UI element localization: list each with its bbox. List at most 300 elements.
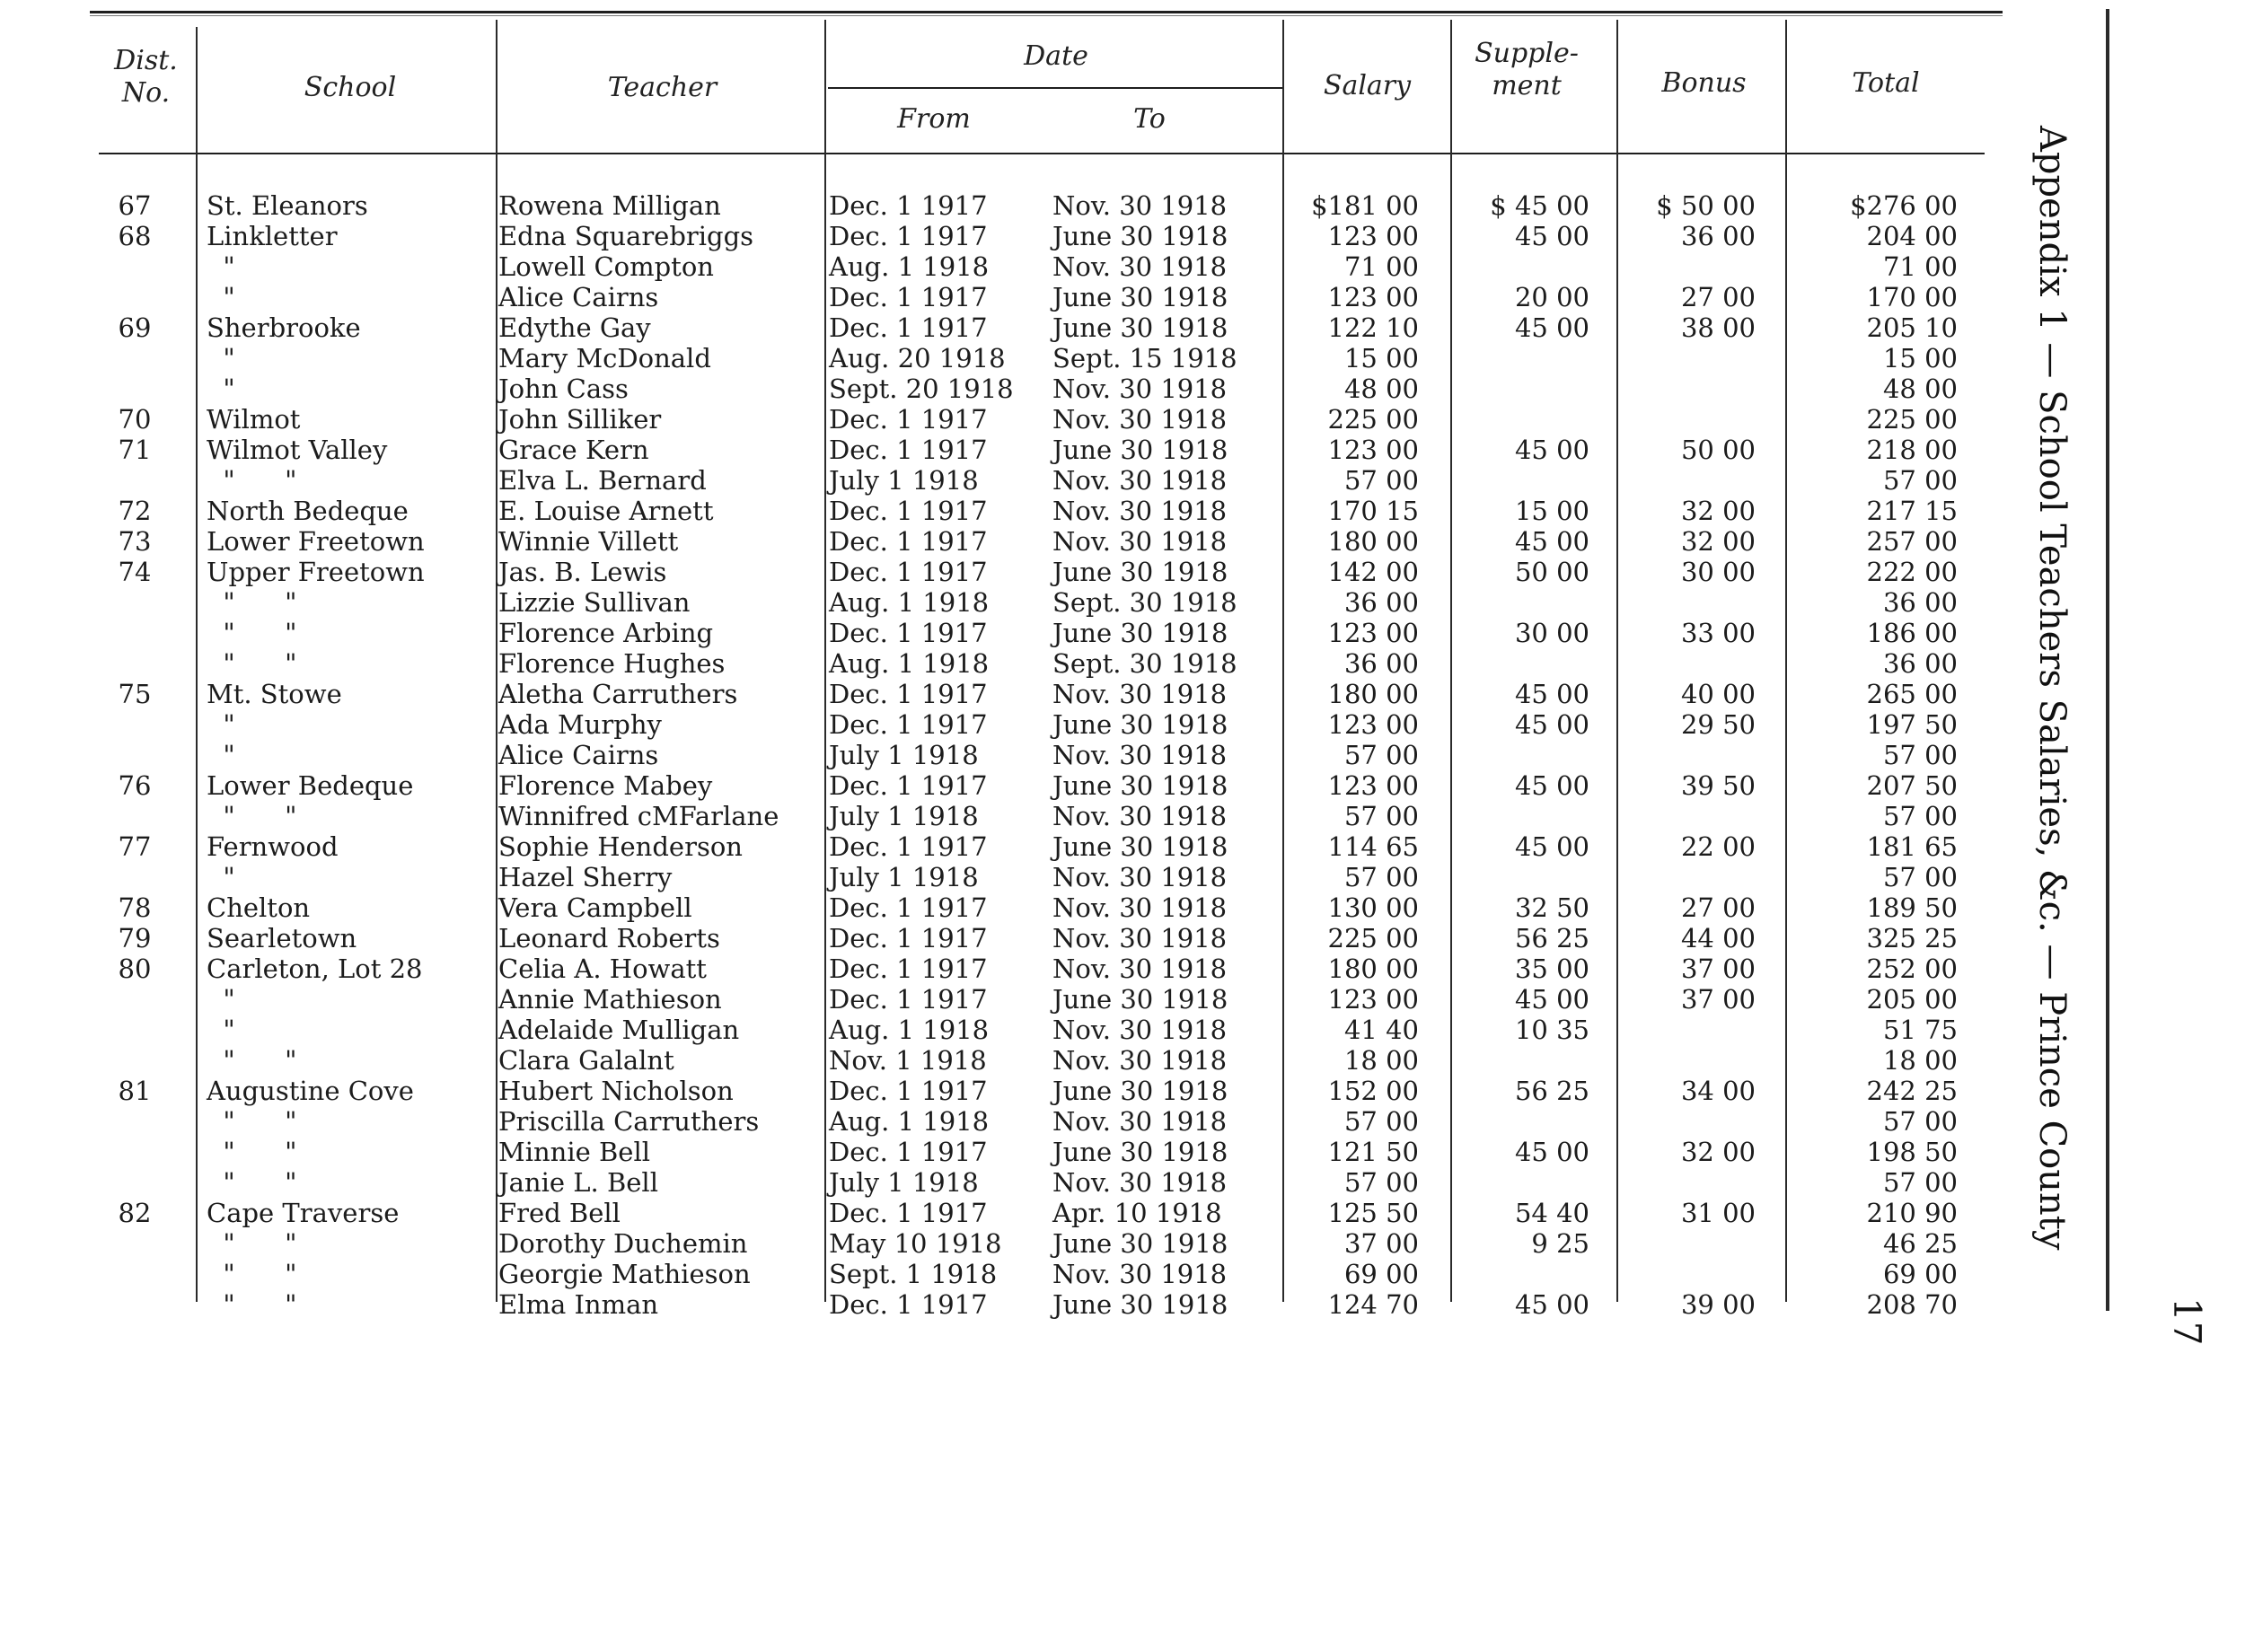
school-cell: Chelton	[207, 892, 311, 923]
supplement-cell: 32 50	[1514, 892, 1589, 923]
date-to-cell: Nov. 30 1918	[1052, 1015, 1228, 1045]
table-row	[0, 801, 2155, 831]
date-to-cell: Sept. 15 1918	[1052, 343, 1237, 373]
bonus-cell: 44 00	[1680, 923, 1756, 953]
date-to-cell: Nov. 30 1918	[1052, 1167, 1228, 1198]
table-row	[0, 740, 2155, 770]
school-cell: " "	[207, 1137, 297, 1167]
salary-cell: 142 00	[1327, 557, 1419, 587]
date-to-cell: June 30 1918	[1052, 1076, 1228, 1106]
table-row	[0, 526, 2155, 557]
salary-cell: 124 70	[1327, 1289, 1419, 1320]
date-to-cell: Nov. 30 1918	[1052, 923, 1228, 953]
dist-no-cell	[90, 618, 180, 648]
bonus-cell: 37 00	[1680, 953, 1756, 984]
bonus-cell: 32 00	[1680, 526, 1756, 557]
supplement-cell: 20 00	[1514, 282, 1589, 312]
salary-cell: 36 00	[1343, 648, 1419, 679]
salary-cell: 57 00	[1343, 801, 1419, 831]
bonus-cell: 29 50	[1680, 709, 1756, 740]
date-to-cell: Nov. 30 1918	[1052, 251, 1228, 282]
table-row	[0, 465, 2155, 496]
page-number: 17	[2165, 1297, 2209, 1346]
salary-cell: 225 00	[1327, 923, 1419, 953]
date-to-cell: Nov. 30 1918	[1052, 526, 1228, 557]
date-to-cell: June 30 1918	[1052, 984, 1228, 1015]
total-cell: 205 00	[1866, 984, 1958, 1015]
date-from-cell: Dec. 1 1917	[829, 984, 988, 1015]
school-cell: " "	[207, 1259, 297, 1289]
dist-no-cell: 74	[118, 557, 152, 587]
supplement-cell	[1455, 373, 1589, 404]
date-from-cell: Nov. 1 1918	[829, 1045, 987, 1076]
dist-no-cell: 72	[118, 496, 152, 526]
teacher-cell: Leonard Roberts	[498, 923, 720, 953]
bonus-cell: 38 00	[1680, 312, 1756, 343]
date-to-cell: June 30 1918	[1052, 312, 1228, 343]
school-cell: Upper Freetown	[207, 557, 425, 587]
bonus-cell	[1616, 801, 1756, 831]
date-subheader-rule	[828, 87, 1284, 89]
date-from-cell: Dec. 1 1917	[829, 404, 988, 435]
date-from-cell: July 1 1918	[829, 1167, 979, 1198]
school-cell: "	[207, 862, 235, 892]
salary-cell: 170 15	[1327, 496, 1419, 526]
table-row	[0, 1167, 2155, 1198]
total-cell: 197 50	[1866, 709, 1958, 740]
teacher-cell: Winnifred cMFarlane	[498, 801, 779, 831]
total-cell: 57 00	[1882, 1106, 1958, 1137]
dist-no-cell: 78	[118, 892, 152, 923]
bonus-cell	[1616, 1045, 1756, 1076]
date-to-cell: Nov. 30 1918	[1052, 740, 1228, 770]
table-row	[0, 343, 2155, 373]
total-cell: 69 00	[1882, 1259, 1958, 1289]
dist-no-cell	[90, 709, 180, 740]
date-to-cell: June 30 1918	[1052, 770, 1228, 801]
bonus-cell: 50 00	[1680, 435, 1756, 465]
dist-no-cell: 67	[118, 190, 152, 221]
salary-cell: 37 00	[1343, 1228, 1419, 1259]
table-row	[0, 1015, 2155, 1045]
header-school: School	[304, 72, 397, 103]
date-from-cell: Dec. 1 1917	[829, 709, 988, 740]
bonus-cell: 22 00	[1680, 831, 1756, 862]
total-cell: 208 70	[1866, 1289, 1958, 1320]
total-cell: $276 00	[1850, 190, 1958, 221]
teacher-cell: Fred Bell	[498, 1198, 621, 1228]
supplement-cell: 45 00	[1514, 709, 1589, 740]
total-cell: 18 00	[1882, 1045, 1958, 1076]
supplement-cell: 9 25	[1531, 1228, 1589, 1259]
table-row	[0, 435, 2155, 465]
salary-cell: 123 00	[1327, 435, 1419, 465]
salary-cell: 180 00	[1327, 526, 1419, 557]
total-cell: 71 00	[1882, 251, 1958, 282]
date-to-cell: Nov. 30 1918	[1052, 373, 1228, 404]
total-cell: 186 00	[1866, 618, 1958, 648]
teacher-cell: Dorothy Duchemin	[498, 1228, 748, 1259]
bonus-cell	[1616, 343, 1756, 373]
header-supplement: Supple- ment	[1475, 38, 1579, 101]
total-cell: 46 25	[1882, 1228, 1958, 1259]
school-cell: " "	[207, 648, 297, 679]
dist-no-cell: 73	[118, 526, 152, 557]
date-from-cell: Dec. 1 1917	[829, 526, 988, 557]
date-to-cell: June 30 1918	[1052, 557, 1228, 587]
supplement-cell: 45 00	[1514, 221, 1589, 251]
teacher-cell: Florence Mabey	[498, 770, 713, 801]
header-bonus: Bonus	[1661, 67, 1747, 99]
teacher-cell: Hazel Sherry	[498, 862, 673, 892]
school-cell: " "	[207, 618, 297, 648]
date-from-cell: Dec. 1 1917	[829, 282, 988, 312]
school-cell: " "	[207, 801, 297, 831]
date-from-cell: Sept. 1 1918	[829, 1259, 998, 1289]
supplement-cell	[1455, 740, 1589, 770]
date-to-cell: June 30 1918	[1052, 1289, 1228, 1320]
school-cell: "	[207, 343, 235, 373]
teacher-cell: Ada Murphy	[498, 709, 662, 740]
school-cell: "	[207, 984, 235, 1015]
bonus-cell	[1616, 740, 1756, 770]
school-cell: "	[207, 373, 235, 404]
teacher-cell: Elma Inman	[498, 1289, 659, 1320]
total-cell: 198 50	[1866, 1137, 1958, 1167]
bonus-cell	[1616, 1228, 1756, 1259]
teacher-cell: Alice Cairns	[498, 740, 659, 770]
date-from-cell: Dec. 1 1917	[829, 618, 988, 648]
dist-no-cell: 80	[118, 953, 152, 984]
date-from-cell: Dec. 1 1917	[829, 1289, 988, 1320]
teacher-cell: Vera Campbell	[498, 892, 692, 923]
dist-no-cell	[90, 465, 180, 496]
bonus-cell: 31 00	[1680, 1198, 1756, 1228]
dist-no-cell	[90, 587, 180, 618]
salary-cell: 225 00	[1327, 404, 1419, 435]
teacher-cell: Alice Cairns	[498, 282, 659, 312]
supplement-cell	[1455, 1045, 1589, 1076]
date-to-cell: June 30 1918	[1052, 1137, 1228, 1167]
supplement-cell: 56 25	[1514, 923, 1589, 953]
running-title: Appendix 1 — School Teachers Salaries, &c. — Prince County	[2031, 126, 2073, 1251]
date-to-cell: Apr. 10 1918	[1052, 1198, 1222, 1228]
bonus-cell: $ 50 00	[1656, 190, 1756, 221]
dist-no-cell	[90, 1228, 180, 1259]
bonus-cell: 30 00	[1680, 557, 1756, 587]
total-cell: 204 00	[1866, 221, 1958, 251]
bonus-cell	[1616, 1167, 1756, 1198]
bonus-cell: 33 00	[1680, 618, 1756, 648]
date-from-cell: Aug. 1 1918	[829, 587, 990, 618]
date-from-cell: Dec. 1 1917	[829, 221, 988, 251]
header-total: Total	[1852, 67, 1920, 99]
school-cell: Wilmot	[207, 404, 301, 435]
date-to-cell: Nov. 30 1918	[1052, 679, 1228, 709]
date-to-cell: Nov. 30 1918	[1052, 1045, 1228, 1076]
salary-cell: 123 00	[1327, 618, 1419, 648]
dist-no-cell	[90, 251, 180, 282]
date-to-cell: June 30 1918	[1052, 221, 1228, 251]
table-row	[0, 1259, 2155, 1289]
date-from-cell: Sept. 20 1918	[829, 373, 1014, 404]
salary-cell: 123 00	[1327, 221, 1419, 251]
teacher-cell: Edythe Gay	[498, 312, 651, 343]
teacher-cell: Winnie Villett	[498, 526, 679, 557]
salary-cell: 123 00	[1327, 282, 1419, 312]
date-from-cell: July 1 1918	[829, 465, 979, 496]
salary-cell: 123 00	[1327, 984, 1419, 1015]
table-row	[0, 1198, 2155, 1228]
teacher-cell: Jas. B. Lewis	[498, 557, 667, 587]
teacher-cell: Celia A. Howatt	[498, 953, 707, 984]
supplement-cell: 45 00	[1514, 984, 1589, 1015]
teacher-cell: Rowena Milligan	[498, 190, 721, 221]
date-from-cell: Dec. 1 1917	[829, 923, 988, 953]
teacher-cell: Clara Galalnt	[498, 1045, 674, 1076]
salary-cell: 125 50	[1327, 1198, 1419, 1228]
date-to-cell: Sept. 30 1918	[1052, 648, 1237, 679]
date-from-cell: Dec. 1 1917	[829, 1137, 988, 1167]
bonus-cell: 39 00	[1680, 1289, 1756, 1320]
dist-no-cell	[90, 862, 180, 892]
total-cell: 218 00	[1866, 435, 1958, 465]
salary-cell: 180 00	[1327, 953, 1419, 984]
school-cell: "	[207, 740, 235, 770]
total-cell: 242 25	[1866, 1076, 1958, 1106]
table-row	[0, 831, 2155, 862]
date-to-cell: Nov. 30 1918	[1052, 1106, 1228, 1137]
date-from-cell: Dec. 1 1917	[829, 312, 988, 343]
total-cell: 207 50	[1866, 770, 1958, 801]
bonus-cell	[1616, 465, 1756, 496]
date-to-cell: Nov. 30 1918	[1052, 801, 1228, 831]
supplement-cell	[1455, 1167, 1589, 1198]
bonus-cell: 27 00	[1680, 282, 1756, 312]
supplement-cell	[1455, 862, 1589, 892]
total-cell: 217 15	[1866, 496, 1958, 526]
table-row	[0, 557, 2155, 587]
date-from-cell: Aug. 1 1918	[829, 1106, 990, 1137]
table-row	[0, 923, 2155, 953]
date-to-cell: Sept. 30 1918	[1052, 587, 1237, 618]
supplement-cell: 45 00	[1514, 526, 1589, 557]
top-rule	[90, 11, 2003, 13]
date-from-cell: Dec. 1 1917	[829, 953, 988, 984]
total-cell: 222 00	[1866, 557, 1958, 587]
school-cell: Linkletter	[207, 221, 338, 251]
date-from-cell: Dec. 1 1917	[829, 679, 988, 709]
supplement-cell	[1455, 587, 1589, 618]
teacher-cell: Aletha Carruthers	[498, 679, 738, 709]
date-to-cell: June 30 1918	[1052, 1228, 1228, 1259]
dist-no-cell: 71	[118, 435, 152, 465]
supplement-cell	[1455, 404, 1589, 435]
table-row	[0, 953, 2155, 984]
dist-no-cell: 68	[118, 221, 152, 251]
table-row	[0, 679, 2155, 709]
dist-no-cell: 76	[118, 770, 152, 801]
teacher-cell: Hubert Nicholson	[498, 1076, 734, 1106]
school-cell: " "	[207, 465, 297, 496]
total-cell: 205 10	[1866, 312, 1958, 343]
table-row	[0, 862, 2155, 892]
table-row	[0, 984, 2155, 1015]
date-to-cell: June 30 1918	[1052, 709, 1228, 740]
header-from: From	[897, 103, 971, 135]
salary-cell: 57 00	[1343, 1167, 1419, 1198]
salary-cell: 69 00	[1343, 1259, 1419, 1289]
dist-no-cell	[90, 984, 180, 1015]
dist-no-cell: 81	[118, 1076, 152, 1106]
total-cell: 57 00	[1882, 801, 1958, 831]
date-from-cell: May 10 1918	[829, 1228, 1002, 1259]
header-date: Date	[1024, 40, 1088, 72]
dist-no-cell	[90, 1137, 180, 1167]
supplement-cell: 45 00	[1514, 1289, 1589, 1320]
total-cell: 57 00	[1882, 740, 1958, 770]
date-to-cell: Nov. 30 1918	[1052, 496, 1228, 526]
salary-cell: 121 50	[1327, 1137, 1419, 1167]
supplement-cell	[1455, 251, 1589, 282]
school-cell: " "	[207, 1289, 297, 1320]
dist-no-cell	[90, 343, 180, 373]
supplement-cell: 45 00	[1514, 435, 1589, 465]
school-cell: North Bedeque	[207, 496, 409, 526]
dist-no-cell: 69	[118, 312, 152, 343]
school-cell: Lower Bedeque	[207, 770, 414, 801]
total-cell: 57 00	[1882, 862, 1958, 892]
total-cell: 225 00	[1866, 404, 1958, 435]
header-salary: Salary	[1323, 70, 1412, 101]
date-from-cell: Dec. 1 1917	[829, 557, 988, 587]
dist-no-cell	[90, 1106, 180, 1137]
total-cell: 181 65	[1866, 831, 1958, 862]
header-teacher: Teacher	[607, 72, 718, 103]
teacher-cell: Janie L. Bell	[498, 1167, 658, 1198]
salary-cell: 122 10	[1327, 312, 1419, 343]
teacher-cell: Lowell Compton	[498, 251, 714, 282]
bonus-cell	[1616, 648, 1756, 679]
total-cell: 252 00	[1866, 953, 1958, 984]
supplement-cell	[1455, 343, 1589, 373]
teacher-cell: Minnie Bell	[498, 1137, 651, 1167]
teacher-cell: Grace Kern	[498, 435, 649, 465]
salary-cell: 114 65	[1327, 831, 1419, 862]
top-rule-thin	[90, 15, 2003, 16]
supplement-cell	[1455, 801, 1589, 831]
supplement-cell: 45 00	[1514, 679, 1589, 709]
bonus-cell	[1616, 404, 1756, 435]
dist-no-cell	[90, 801, 180, 831]
bonus-cell	[1616, 1259, 1756, 1289]
table-row	[0, 312, 2155, 343]
teacher-cell: John Cass	[498, 373, 629, 404]
date-from-cell: Dec. 1 1917	[829, 770, 988, 801]
total-cell: 189 50	[1866, 892, 1958, 923]
total-cell: 36 00	[1882, 648, 1958, 679]
date-to-cell: Nov. 30 1918	[1052, 862, 1228, 892]
school-cell: " "	[207, 587, 297, 618]
bonus-cell	[1616, 1015, 1756, 1045]
salary-cell: 41 40	[1343, 1015, 1419, 1045]
bonus-cell: 27 00	[1680, 892, 1756, 923]
supplement-cell	[1455, 1106, 1589, 1137]
header-bottom-rule	[99, 153, 1985, 154]
supplement-cell: 45 00	[1514, 1137, 1589, 1167]
teacher-cell: Mary McDonald	[498, 343, 711, 373]
date-to-cell: Nov. 30 1918	[1052, 892, 1228, 923]
teacher-cell: Adelaide Mulligan	[498, 1015, 740, 1045]
date-to-cell: Nov. 30 1918	[1052, 465, 1228, 496]
total-cell: 265 00	[1866, 679, 1958, 709]
date-to-cell: June 30 1918	[1052, 282, 1228, 312]
school-cell: Augustine Cove	[207, 1076, 414, 1106]
supplement-cell	[1455, 648, 1589, 679]
school-cell: Cape Traverse	[207, 1198, 400, 1228]
total-cell: 170 00	[1866, 282, 1958, 312]
salary-cell: 57 00	[1343, 862, 1419, 892]
table-row	[0, 1076, 2155, 1106]
header-dist-no: Dist. No.	[114, 45, 178, 109]
table-row	[0, 892, 2155, 923]
salary-cell: 18 00	[1343, 1045, 1419, 1076]
salary-cell: 130 00	[1327, 892, 1419, 923]
table-row	[0, 1045, 2155, 1076]
table-row	[0, 282, 2155, 312]
date-to-cell: Nov. 30 1918	[1052, 953, 1228, 984]
supplement-cell: 56 25	[1514, 1076, 1589, 1106]
table-row	[0, 1289, 2155, 1320]
teacher-cell: Sophie Henderson	[498, 831, 743, 862]
teacher-cell: Annie Mathieson	[498, 984, 722, 1015]
teacher-cell: Lizzie Sullivan	[498, 587, 691, 618]
salary-cell: 57 00	[1343, 1106, 1419, 1137]
bonus-cell: 40 00	[1680, 679, 1756, 709]
total-cell: 210 90	[1866, 1198, 1958, 1228]
teacher-cell: Edna Squarebriggs	[498, 221, 754, 251]
dist-no-cell	[90, 1259, 180, 1289]
date-from-cell: Aug. 1 1918	[829, 251, 990, 282]
table-row	[0, 251, 2155, 282]
bonus-cell	[1616, 587, 1756, 618]
date-to-cell: Nov. 30 1918	[1052, 404, 1228, 435]
school-cell: " "	[207, 1167, 297, 1198]
salary-cell: 123 00	[1327, 709, 1419, 740]
school-cell: " "	[207, 1228, 297, 1259]
dist-no-cell	[90, 282, 180, 312]
bonus-cell	[1616, 1106, 1756, 1137]
date-from-cell: Dec. 1 1917	[829, 1198, 988, 1228]
date-to-cell: Nov. 30 1918	[1052, 1259, 1228, 1289]
supplement-cell: 45 00	[1514, 831, 1589, 862]
table-row	[0, 221, 2155, 251]
school-cell: " "	[207, 1045, 297, 1076]
school-cell: St. Eleanors	[207, 190, 368, 221]
bonus-cell: 32 00	[1680, 496, 1756, 526]
total-cell: 51 75	[1882, 1015, 1958, 1045]
table-row	[0, 373, 2155, 404]
salary-cell: $181 00	[1311, 190, 1419, 221]
teacher-cell: John Silliker	[498, 404, 662, 435]
date-from-cell: Aug. 1 1918	[829, 1015, 990, 1045]
supplement-cell: 15 00	[1514, 496, 1589, 526]
supplement-cell	[1455, 1259, 1589, 1289]
supplement-cell: 50 00	[1514, 557, 1589, 587]
bonus-cell: 36 00	[1680, 221, 1756, 251]
dist-no-cell	[90, 648, 180, 679]
dist-no-cell: 82	[118, 1198, 152, 1228]
